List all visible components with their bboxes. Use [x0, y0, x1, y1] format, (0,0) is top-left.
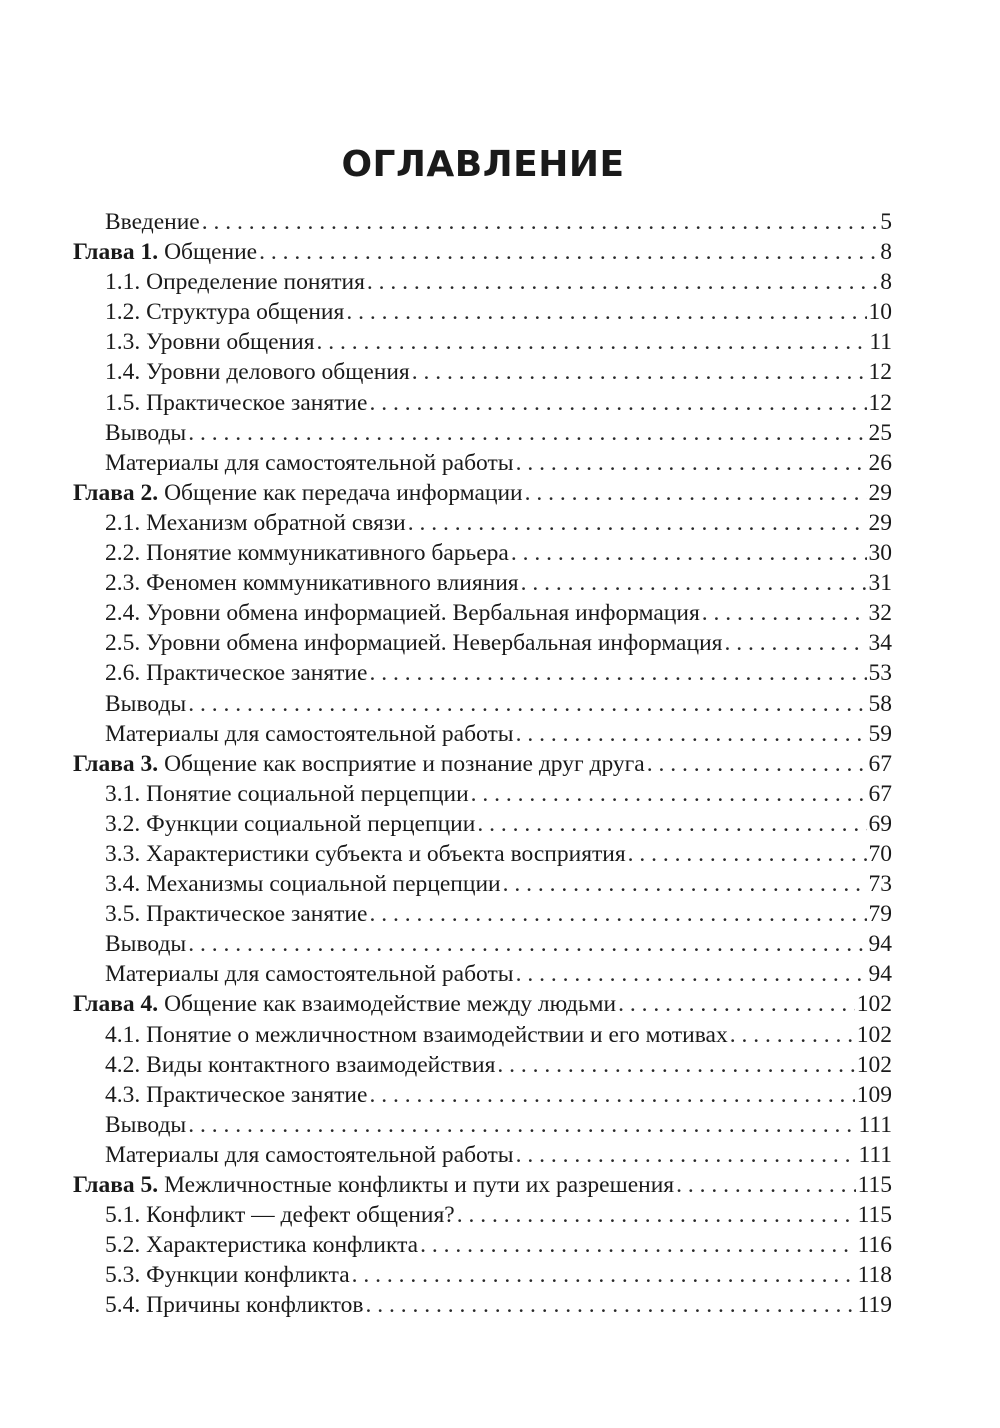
toc-page-number: 32 [868, 600, 892, 627]
toc-chapter-entry[interactable] [0, 478, 1000, 508]
toc-entry-text: Введение [105, 209, 200, 235]
toc-page-number: 111 [858, 1141, 892, 1168]
dot-leader [730, 1020, 855, 1050]
toc-entry-text: 1.1. Определение понятия [105, 269, 365, 296]
toc-entry[interactable] [0, 418, 1000, 448]
toc-entry-label [105, 899, 367, 929]
dot-leader [369, 899, 866, 929]
toc-entry[interactable] [0, 1140, 1000, 1170]
toc-entry-text: 5.1. Конфликт — дефект общения? [105, 1202, 455, 1229]
toc-entry[interactable] [0, 1020, 1000, 1050]
dot-leader [618, 989, 855, 1019]
toc-entry[interactable] [0, 207, 1000, 237]
toc-page-number: 59 [868, 720, 892, 747]
toc-page-number: 118 [857, 1262, 892, 1289]
toc-entry-text: 2.1. Механизм обратной связи [105, 509, 406, 536]
toc-entry-text: 5.4. Причины конфликтов [105, 1292, 364, 1319]
dot-leader [516, 959, 867, 989]
toc-entry-text: Выводы [105, 419, 187, 446]
toc-page-number: 58 [868, 690, 892, 717]
toc-entry-text: 4.1. Понятие о межличностном взаимодействии и его мотивах [105, 1021, 728, 1048]
toc-entry[interactable] [0, 959, 1000, 989]
toc-page-number: 73 [868, 871, 892, 898]
toc-entry-text: Общение [158, 239, 258, 266]
toc-entry-text: Выводы [105, 690, 187, 717]
toc-page-number: 79 [868, 901, 892, 928]
toc-entry-text: 3.2. Функции социальной перцепции [105, 810, 476, 837]
toc-entry[interactable] [0, 388, 1000, 418]
toc-entry-label [105, 327, 315, 357]
dot-leader [628, 839, 867, 869]
dot-leader [676, 1170, 856, 1200]
dot-leader [516, 719, 867, 749]
dot-leader [202, 207, 879, 237]
toc-entry-label [105, 538, 509, 568]
toc-entry-text: 1.3. Уровни общения [105, 329, 315, 356]
toc-page-number: 8 [880, 269, 892, 296]
toc-chapter-entry[interactable] [0, 989, 1000, 1019]
toc-page-number: 11 [869, 329, 892, 356]
toc-page-number: 109 [856, 1081, 892, 1108]
dot-leader [346, 297, 866, 327]
dot-leader [365, 1290, 855, 1320]
toc-entry-label [105, 929, 186, 959]
toc-entry[interactable] [0, 357, 1000, 387]
toc-chapter-entry[interactable] [0, 749, 1000, 779]
toc-entry-label [105, 598, 700, 628]
toc-page-number: 115 [857, 1202, 892, 1229]
dot-leader [516, 1140, 857, 1170]
toc-page-number: 111 [858, 1111, 892, 1138]
toc-entry[interactable] [0, 598, 1000, 628]
toc-chapter-entry[interactable] [0, 237, 1000, 267]
toc-entry-text: 5.3. Функции конфликта [105, 1262, 350, 1289]
toc-entry[interactable] [0, 719, 1000, 749]
toc-entry-label [105, 658, 367, 688]
toc-entry[interactable] [0, 899, 1000, 929]
dot-leader [352, 1260, 856, 1290]
toc-page-number: 67 [868, 780, 892, 807]
toc-page-number: 30 [868, 540, 892, 567]
toc-entry-label [105, 689, 186, 719]
toc-entry-text: 3.3. Характеристики субъекта и объекта восприятия [105, 840, 626, 867]
dot-leader [647, 749, 867, 779]
toc-entry-label [105, 1290, 363, 1320]
toc-entry-label [73, 989, 616, 1019]
dot-leader [367, 267, 878, 297]
dot-leader [259, 237, 878, 267]
toc-entry[interactable] [0, 809, 1000, 839]
toc-entry-text: Общение как восприятие и познание друг друга [158, 750, 645, 777]
toc-entry-label [73, 749, 645, 779]
toc-entry[interactable] [0, 1050, 1000, 1080]
toc-entry-label [105, 207, 200, 237]
chapter-number: Глава 2. [73, 479, 159, 506]
toc-entry[interactable] [0, 538, 1000, 568]
dot-leader [369, 388, 866, 418]
toc-entry-text: Выводы [105, 931, 187, 958]
toc-page-number: 102 [856, 1051, 892, 1078]
toc-entry-label [105, 1140, 514, 1170]
toc-entry-label [73, 237, 257, 267]
toc-entry-label [105, 297, 344, 327]
toc-entry-text: 3.4. Механизмы социальной перцепции [105, 871, 501, 898]
toc-page-number: 8 [880, 239, 892, 266]
toc-entry-label [105, 869, 501, 899]
toc-entry-text: 1.4. Уровни делового общения [105, 359, 410, 386]
toc-entry-label [105, 1110, 186, 1140]
toc-entry-text: Материалы для самостоятельной работы [105, 720, 514, 747]
toc-page-number: 53 [868, 660, 892, 687]
toc-entry-text: 4.3. Практическое занятие [105, 1081, 368, 1108]
toc-page-number: 102 [856, 1021, 892, 1048]
toc-page-number: 12 [868, 359, 892, 386]
toc-entry[interactable] [0, 1290, 1000, 1320]
toc-page-number: 102 [856, 991, 892, 1018]
toc-entry-text: 5.2. Характеристика конфликта [105, 1232, 419, 1259]
toc-entry-text: Общение как передача информации [158, 479, 523, 506]
dot-leader [521, 568, 867, 598]
toc-entry-label [105, 357, 410, 387]
toc-entry-label [105, 1260, 350, 1290]
toc-entry[interactable] [0, 839, 1000, 869]
dot-leader [188, 1110, 856, 1140]
toc-page-number: 94 [868, 961, 892, 988]
dot-leader [420, 1230, 856, 1260]
toc-entry[interactable] [0, 1260, 1000, 1290]
toc-entry[interactable] [0, 267, 1000, 297]
toc-entry-text: 3.1. Понятие социальной перцепции [105, 780, 469, 807]
toc-entry-text: 2.4. Уровни обмена информацией. Вербальная информация [105, 600, 700, 627]
toc-entry-text: Общение как взаимодействие между людьми [158, 991, 617, 1018]
toc-entry-text: 2.5. Уровни обмена информацией. Невербальная информация [105, 630, 723, 657]
dot-leader [412, 357, 867, 387]
toc-page-number: 116 [857, 1232, 892, 1259]
toc-entry-label [105, 448, 514, 478]
toc-entry-text: 3.5. Практическое занятие [105, 901, 368, 928]
dot-leader [188, 929, 866, 959]
toc-entry[interactable] [0, 327, 1000, 357]
dot-leader [369, 658, 866, 688]
toc-page-number: 10 [868, 299, 892, 326]
toc-entry-text: Материалы для самостоятельной работы [105, 1141, 514, 1168]
toc-entry-text: Материалы для самостоятельной работы [105, 961, 514, 988]
toc-entry-text: Выводы [105, 1111, 187, 1138]
toc-entry[interactable] [0, 297, 1000, 327]
toc-entry[interactable] [0, 869, 1000, 899]
dot-leader [457, 1200, 856, 1230]
toc-page-number: 119 [857, 1292, 892, 1319]
toc-entry-text: 2.3. Феномен коммуникативного влияния [105, 570, 519, 597]
toc-page-number: 69 [868, 810, 892, 837]
toc-entry-label [105, 628, 722, 658]
toc-page-number: 29 [868, 479, 892, 506]
dot-leader [525, 478, 867, 508]
dot-leader [317, 327, 868, 357]
toc-page-number: 25 [868, 419, 892, 446]
toc-entry-label [105, 1080, 367, 1110]
toc-entry-label [105, 719, 514, 749]
toc-entry[interactable] [0, 568, 1000, 598]
chapter-number: Глава 1. [73, 239, 159, 266]
page-title: ОГЛАВЛЕНИЕ [341, 144, 625, 185]
toc-entry-label [105, 418, 186, 448]
toc-entry-text: Межличностные конфликты и пути их разрешения [158, 1172, 675, 1198]
toc-entry[interactable] [0, 1200, 1000, 1230]
toc-entry-label [105, 508, 406, 538]
toc-page-number: 94 [868, 931, 892, 958]
toc-page-number: 12 [868, 389, 892, 416]
toc-page-number: 26 [868, 449, 892, 476]
chapter-number: Глава 5. [73, 1172, 159, 1198]
toc-entry[interactable] [0, 929, 1000, 959]
toc-entry-label [105, 959, 514, 989]
toc-entry-label [105, 1200, 455, 1230]
dot-leader [511, 538, 867, 568]
toc-entry-label [105, 839, 626, 869]
toc-entry[interactable] [0, 628, 1000, 658]
toc-entry-label [73, 1170, 674, 1200]
table-of-contents [0, 207, 1000, 1320]
toc-chapter-entry[interactable] [0, 1170, 1000, 1200]
dot-leader [702, 598, 867, 628]
toc-entry-label [105, 1230, 418, 1260]
toc-entry-label [105, 1050, 495, 1080]
toc-page-number: 115 [857, 1172, 892, 1198]
toc-entry-label [73, 478, 523, 508]
toc-entry-text: 4.2. Виды контактного взаимодействия [105, 1051, 496, 1078]
toc-entry-label [105, 779, 469, 809]
toc-entry-label [105, 809, 475, 839]
toc-page-number: 5 [880, 209, 892, 235]
dot-leader [724, 628, 866, 658]
toc-entry[interactable] [0, 1080, 1000, 1110]
toc-entry-label [105, 1020, 728, 1050]
toc-page-number: 31 [868, 570, 892, 597]
toc-entry[interactable] [0, 508, 1000, 538]
dot-leader [408, 508, 867, 538]
dot-leader [188, 689, 866, 719]
toc-entry-text: 1.5. Практическое занятие [105, 389, 368, 416]
dot-leader [503, 869, 867, 899]
toc-entry-label [105, 267, 365, 297]
toc-entry-label [105, 568, 519, 598]
toc-entry-text: 2.2. Понятие коммуникативного барьера [105, 540, 509, 567]
dot-leader [471, 779, 867, 809]
toc-page-number: 34 [868, 630, 892, 657]
toc-entry-label [105, 388, 367, 418]
toc-entry[interactable] [0, 1110, 1000, 1140]
dot-leader [477, 809, 866, 839]
dot-leader [516, 448, 867, 478]
dot-leader [369, 1080, 854, 1110]
chapter-number: Глава 4. [73, 991, 159, 1018]
chapter-number: Глава 3. [73, 750, 159, 777]
toc-page-number: 70 [868, 840, 892, 867]
toc-entry-text: 2.6. Практическое занятие [105, 660, 368, 687]
toc-entry-text: 1.2. Структура общения [105, 299, 345, 326]
toc-entry[interactable] [0, 689, 1000, 719]
toc-entry-text: Материалы для самостоятельной работы [105, 449, 514, 476]
toc-page-number: 29 [868, 509, 892, 536]
toc-entry[interactable] [0, 448, 1000, 478]
toc-entry[interactable] [0, 1230, 1000, 1260]
dot-leader [188, 418, 866, 448]
toc-page-number: 67 [868, 750, 892, 777]
toc-entry[interactable] [0, 779, 1000, 809]
dot-leader [497, 1050, 854, 1080]
toc-entry[interactable] [0, 658, 1000, 688]
